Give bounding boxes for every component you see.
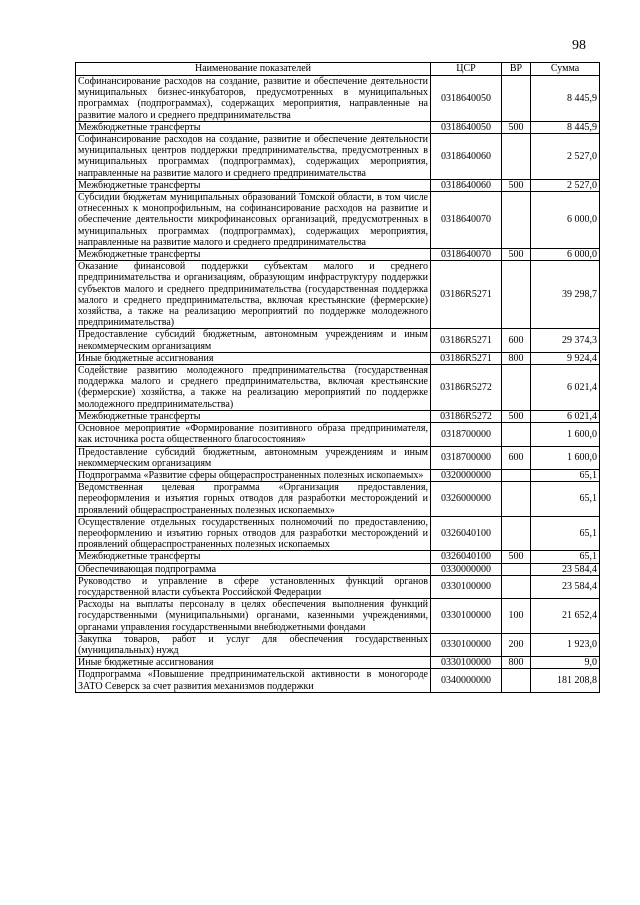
name-cell: Межбюджетные трансферты xyxy=(76,410,431,422)
sum-cell: 2 527,0 xyxy=(531,134,600,180)
table-row xyxy=(76,76,600,122)
code-cell: 0326000000 xyxy=(431,482,502,517)
table-row xyxy=(76,192,600,249)
vr-cell xyxy=(502,192,531,249)
sum-cell: 8 445,9 xyxy=(531,76,600,122)
table-row xyxy=(76,599,600,634)
vr-cell: 500 xyxy=(502,179,531,191)
table-row xyxy=(76,469,600,481)
sum-cell: 65,1 xyxy=(531,482,600,517)
code-cell: 0318640050 xyxy=(431,121,502,133)
sum-cell: 1 600,0 xyxy=(531,446,600,469)
header-vr: ВР xyxy=(502,63,531,76)
table-row xyxy=(76,329,600,352)
sum-cell: 29 374,3 xyxy=(531,329,600,352)
sum-cell: 23 584,4 xyxy=(531,575,600,598)
sum-cell: 6 000,0 xyxy=(531,192,600,249)
table-row xyxy=(76,657,600,669)
name-cell: Подпрограмма «Повышение предпринимательской активности в моногороде ЗАТО Северск за счет развития механизмов поддержки xyxy=(76,669,431,692)
table-header-row xyxy=(76,63,600,76)
code-cell: 0326040100 xyxy=(431,516,502,551)
name-cell: Подпрограмма «Развитие сферы общераспространенных полезных ископаемых» xyxy=(76,469,431,481)
vr-cell xyxy=(502,563,531,575)
code-cell: 03186R5271 xyxy=(431,352,502,364)
sum-cell: 1 923,0 xyxy=(531,633,600,656)
name-cell: Содействие развитию молодежного предпринимательства (государственная поддержка малого и среднего предпринимательства, включая крестьянские (фермерские) хозяйства, а также на реализацию мероприятий по поддержке молодежного предпринимательства) xyxy=(76,365,431,411)
code-cell: 03186R5271 xyxy=(431,329,502,352)
name-cell: Оказание финансовой поддержки субъектам малого и среднего предпринимательства и организациям, образующим инфраструктуру поддержки субъектов малого и среднего предпринимательства (государственная поддержка малого и среднего предпринимательства, включая крестьянские (фермерские) хозяйства, а также на реализацию мероприятий по поддержке молодежного предпринимательства) xyxy=(76,261,431,329)
name-cell: Ведомственная целевая программа «Организация предоставления, переоформления и изъятия горных отводов для разработки месторождений и проявлений общераспространенных полезных ископаемых» xyxy=(76,482,431,517)
table-row xyxy=(76,261,600,329)
sum-cell: 6 021,4 xyxy=(531,410,600,422)
name-cell: Софинансирование расходов на создание, развитие и обеспечение деятельности муниципальных бизнес-инкубаторов, предусмотренных в муниципальных программах (подпрограммах), содержащих мероприятия, направленные на развитие малого и среднего предпринимательства xyxy=(76,76,431,122)
vr-cell: 600 xyxy=(502,329,531,352)
vr-cell: 600 xyxy=(502,446,531,469)
code-cell: 0320000000 xyxy=(431,469,502,481)
code-cell: 0340000000 xyxy=(431,669,502,692)
code-cell: 0318640060 xyxy=(431,179,502,191)
sum-cell: 1 600,0 xyxy=(531,423,600,446)
vr-cell: 800 xyxy=(502,657,531,669)
vr-cell xyxy=(502,76,531,122)
vr-cell xyxy=(502,365,531,411)
table-row xyxy=(76,352,600,364)
page-number: 98 xyxy=(572,38,586,53)
table-row xyxy=(76,551,600,563)
sum-cell: 65,1 xyxy=(531,469,600,481)
code-cell: 0318640050 xyxy=(431,76,502,122)
table-row xyxy=(76,563,600,575)
table-row xyxy=(76,121,600,133)
code-cell: 0330100000 xyxy=(431,657,502,669)
sum-cell: 6 021,4 xyxy=(531,365,600,411)
sum-cell: 23 584,4 xyxy=(531,563,600,575)
vr-cell: 500 xyxy=(502,410,531,422)
budget-table xyxy=(75,62,600,693)
name-cell: Межбюджетные трансферты xyxy=(76,179,431,191)
name-cell: Межбюджетные трансферты xyxy=(76,551,431,563)
name-cell: Закупка товаров, работ и услуг для обеспечения государственных (муниципальных) нужд xyxy=(76,633,431,656)
code-cell: 0330000000 xyxy=(431,563,502,575)
name-cell: Межбюджетные трансферты xyxy=(76,249,431,261)
vr-cell: 800 xyxy=(502,352,531,364)
sum-cell: 8 445,9 xyxy=(531,121,600,133)
name-cell: Иные бюджетные ассигнования xyxy=(76,657,431,669)
vr-cell xyxy=(502,516,531,551)
vr-cell xyxy=(502,469,531,481)
name-cell: Расходы на выплаты персоналу в целях обеспечения выполнения функций государственными (муниципальными) органами, казенными учреждениями, органами управления государственными внебюджетными фондами xyxy=(76,599,431,634)
vr-cell xyxy=(502,669,531,692)
sum-cell: 2 527,0 xyxy=(531,179,600,191)
sum-cell: 65,1 xyxy=(531,516,600,551)
code-cell: 0318640060 xyxy=(431,134,502,180)
sum-cell: 65,1 xyxy=(531,551,600,563)
sum-cell: 9 924,4 xyxy=(531,352,600,364)
table-row xyxy=(76,249,600,261)
table-row xyxy=(76,516,600,551)
name-cell: Предоставление субсидий бюджетным, автономным учреждениям и иным некоммерческим организациям xyxy=(76,446,431,469)
header-name: Наименование показателей xyxy=(76,63,431,76)
name-cell: Предоставление субсидий бюджетным, автономным учреждениям и иным некоммерческим организациям xyxy=(76,329,431,352)
table-row xyxy=(76,575,600,598)
table-row xyxy=(76,446,600,469)
code-cell: 0318700000 xyxy=(431,423,502,446)
vr-cell xyxy=(502,423,531,446)
vr-cell: 100 xyxy=(502,599,531,634)
name-cell: Основное мероприятие «Формирование позитивного образа предпринимателя, как источника роста общественного благосостояния» xyxy=(76,423,431,446)
table-row xyxy=(76,134,600,180)
sum-cell: 6 000,0 xyxy=(531,249,600,261)
header-sum: Сумма xyxy=(531,63,600,76)
code-cell: 0318640070 xyxy=(431,249,502,261)
vr-cell xyxy=(502,482,531,517)
name-cell: Межбюджетные трансферты xyxy=(76,121,431,133)
table-row xyxy=(76,633,600,656)
header-code: ЦСР xyxy=(431,63,502,76)
name-cell: Осуществление отдельных государственных полномочий по предоставлению, переоформлению и изъятию горных отводов для разработки месторождений и проявлений общераспространенных полезных ископаемых xyxy=(76,516,431,551)
name-cell: Руководство и управление в сфере установленных функций органов государственной власти субъекта Российской Федерации xyxy=(76,575,431,598)
vr-cell xyxy=(502,134,531,180)
code-cell: 03186R5271 xyxy=(431,261,502,329)
name-cell: Обеспечивающая подпрограмма xyxy=(76,563,431,575)
code-cell: 03186R5272 xyxy=(431,365,502,411)
table-row xyxy=(76,482,600,517)
table-row xyxy=(76,365,600,411)
code-cell: 0318700000 xyxy=(431,446,502,469)
table-row xyxy=(76,423,600,446)
sum-cell: 21 652,4 xyxy=(531,599,600,634)
code-cell: 0330100000 xyxy=(431,633,502,656)
code-cell: 03186R5272 xyxy=(431,410,502,422)
code-cell: 0318640070 xyxy=(431,192,502,249)
name-cell: Иные бюджетные ассигнования xyxy=(76,352,431,364)
vr-cell xyxy=(502,261,531,329)
table-row xyxy=(76,179,600,191)
code-cell: 0330100000 xyxy=(431,599,502,634)
vr-cell: 500 xyxy=(502,249,531,261)
sum-cell: 181 208,8 xyxy=(531,669,600,692)
code-cell: 0330100000 xyxy=(431,575,502,598)
name-cell: Субсидии бюджетам муниципальных образований Томской области, в том числе отнесенных к монопрофильным, на софинансирование расходов на развитие и обеспечение деятельности микрофинансовых организаций, предусмотренных в муниципальных программах (подпрограммах), содержащих мероприятия, направленные на развитие малого и среднего предпринимательства xyxy=(76,192,431,249)
name-cell: Софинансирование расходов на создание, развитие и обеспечение деятельности муниципальных центров поддержки предпринимательства, предусмотренных в муниципальных программах (подпрограммах), содержащих мероприятия, направленные на развитие малого и среднего предпринимательства xyxy=(76,134,431,180)
table-row xyxy=(76,410,600,422)
table-row xyxy=(76,669,600,692)
code-cell: 0326040100 xyxy=(431,551,502,563)
vr-cell xyxy=(502,575,531,598)
sum-cell: 39 298,7 xyxy=(531,261,600,329)
vr-cell: 500 xyxy=(502,551,531,563)
vr-cell: 200 xyxy=(502,633,531,656)
vr-cell: 500 xyxy=(502,121,531,133)
sum-cell: 9,0 xyxy=(531,657,600,669)
